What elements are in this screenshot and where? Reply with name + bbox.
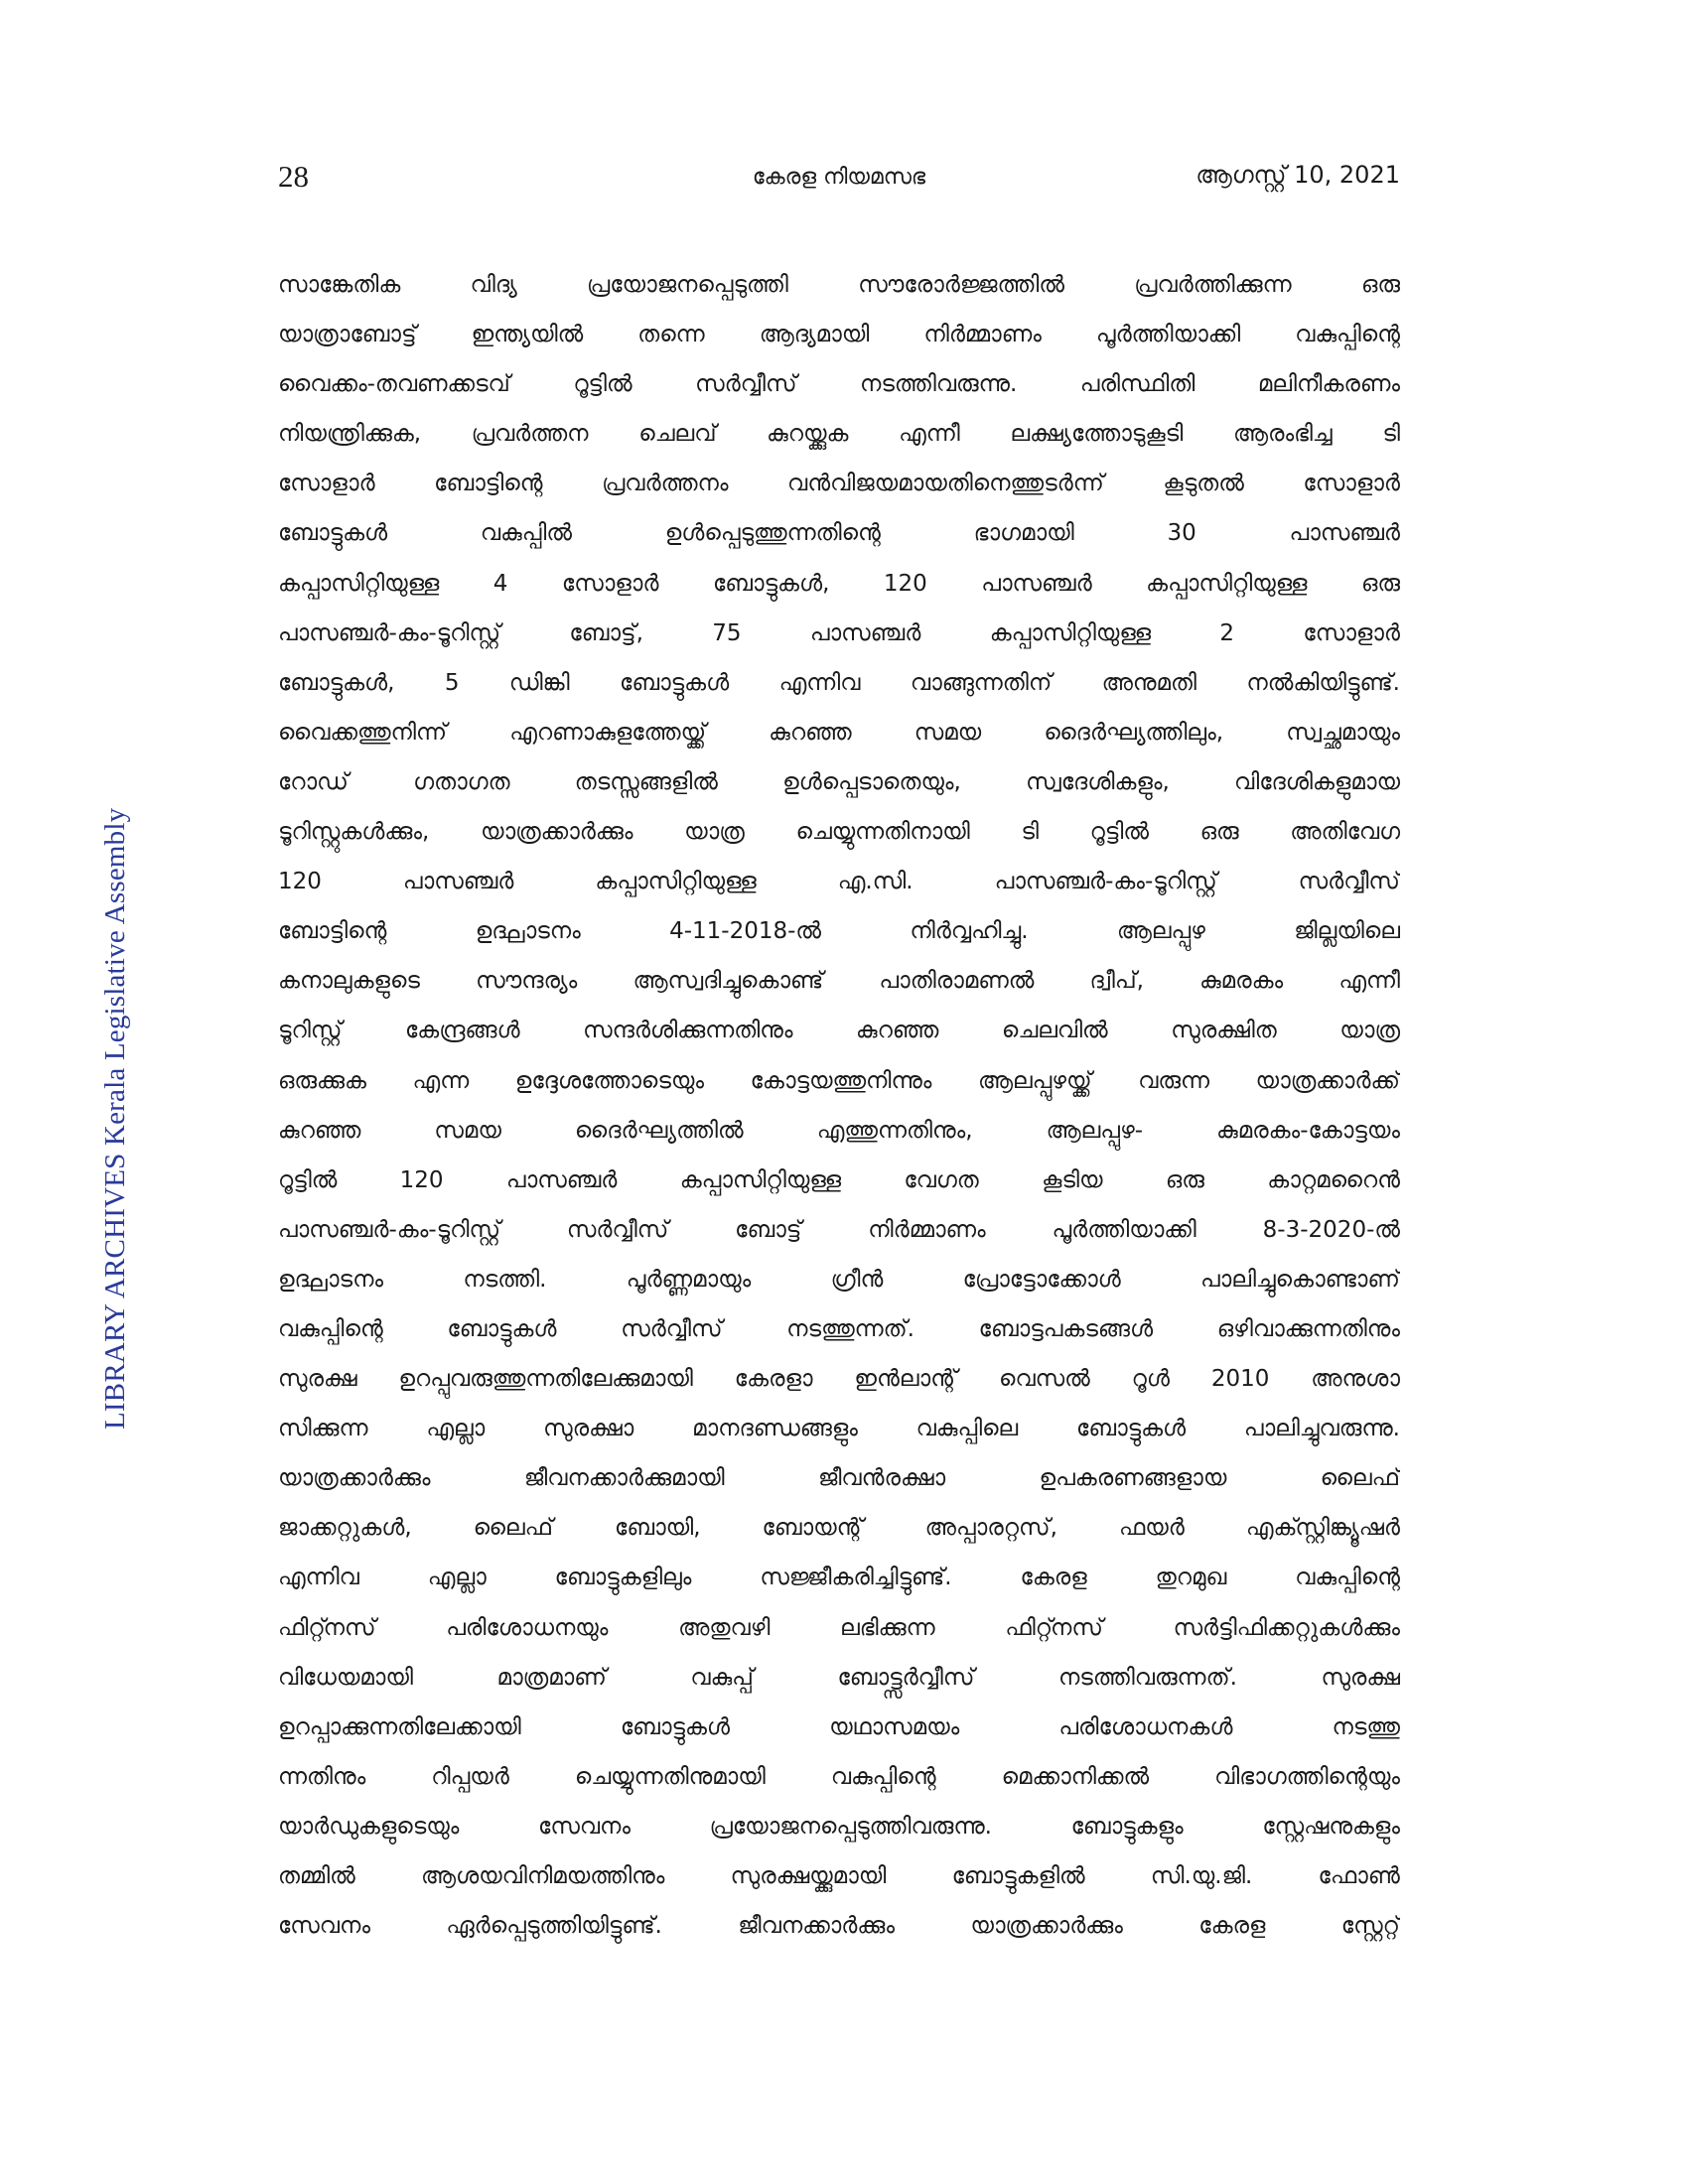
paragraph-line: വൈക്കം-തവണക്കടവ് റൂട്ടിൽ സർവ്വീസ് നടത്തിവരുന്നു. പരിസ്ഥിതി മലിനീകരണം	[278, 371, 1400, 398]
paragraph-line: സുരക്ഷ ഉറപ്പുവരുത്തുന്നതിലേക്കുമായി കേരളാ ഇൻലാന്റ് വെസൽ റൂൾ 2010 അനുശാ	[278, 1366, 1400, 1393]
paragraph-line: റൂട്ടിൽ 120 പാസഞ്ചർ കപ്പാസിറ്റിയുള്ള വേഗത കൂടിയ ഒരു കാറ്റമറൈൻ	[278, 1166, 1400, 1193]
paragraph-line: ഉദ്ഘാടനം നടത്തി. പൂർണ്ണമായും ഗ്രീൻ പ്രോട്ടോക്കോൾ പാലിച്ചുകൊണ്ടാണ്	[278, 1266, 1400, 1293]
paragraph-line: വിധേയമായി മാത്രമാണ് വകുപ്പ് ബോട്ട്സർവ്വീസ് നടത്തിവരുന്നത്. സുരക്ഷ	[278, 1664, 1400, 1691]
paragraph-line: ഉറപ്പാക്കുന്നതിലേക്കായി ബോട്ടുകൾ യഥാസമയം പരിശോധനകൾ നടത്തു	[278, 1713, 1400, 1740]
paragraph-line: എന്നിവ എല്ലാ ബോട്ടുകളിലും സജ്ജീകരിച്ചിട്ടുണ്ട്. കേരള തുറമുഖ വകുപ്പിന്റെ	[278, 1565, 1400, 1591]
archive-watermark: LIBRARY ARCHIVES Kerala Legislative Assembly	[99, 807, 131, 1430]
paragraph-line: സോളാർ ബോട്ടിന്റെ പ്രവർത്തനം വൻവിജയമായതിനെത്തുടർന്ന് കൂടുതൽ സോളാർ	[278, 471, 1400, 497]
running-title: കേരള നിയമസഭ	[752, 165, 926, 190]
body-text	[278, 260, 1400, 1951]
paragraph-line: ടൂറിസ്റ്റ് കേന്ദ്രങ്ങൾ സന്ദർശിക്കുന്നതിനും കുറഞ്ഞ ചെലവിൽ സുരക്ഷിത യാത്ര	[278, 1018, 1400, 1044]
paragraph-line: വൈക്കത്തുനിന്ന് എറണാകുളത്തേയ്ക്ക് കുറഞ്ഞ സമയ ദൈർഘ്യത്തിലും, സ്വച്ഛമായും	[278, 719, 1400, 746]
page-header	[278, 159, 1400, 206]
page-number: 28	[278, 159, 309, 194]
paragraph-line: സിക്കുന്ന എല്ലാ സുരക്ഷാ മാനദണ്ഡങ്ങളും വകുപ്പിലെ ബോട്ടുകൾ പാലിച്ചുവരുന്നു.	[278, 1416, 1400, 1442]
paragraph-line: കനാലുകളുടെ സൗന്ദര്യം ആസ്വദിച്ചുകൊണ്ട് പാതിരാമണൽ ദ്വീപ്, കുമരകം എന്നീ	[278, 968, 1400, 995]
paragraph-line: കുറഞ്ഞ സമയ ദൈർഘ്യത്തിൽ എത്തുന്നതിനും, ആലപ്പുഴ- കുമരകം-കോട്ടയം	[278, 1117, 1400, 1144]
paragraph-line: ന്നതിനും റിപ്പയർ ചെയ്യുന്നതിനുമായി വകുപ്പിന്റെ മെക്കാനിക്കൽ വിഭാഗത്തിന്റെയും	[278, 1763, 1400, 1790]
paragraph-line: ജാക്കറ്റുകൾ, ലൈഫ് ബോയി, ബോയന്റ് അപ്പാരറ്റസ്, ഫയർ എക്സ്റ്റിങ്ക്യൂഷർ	[278, 1515, 1400, 1542]
paragraph-line: വകുപ്പിന്റെ ബോട്ടുകൾ സർവ്വീസ് നടത്തുന്നത്. ബോട്ടപകടങ്ങൾ ഒഴിവാക്കുന്നതിനും	[278, 1315, 1400, 1342]
paragraph-line: സേവനം ഏർപ്പെടുത്തിയിട്ടുണ്ട്. ജീവനക്കാർക്കും യാത്രക്കാർക്കും കേരള സ്റ്റേറ്റ്	[278, 1913, 1400, 1940]
paragraph-line: ടൂറിസ്റ്റുകൾക്കും, യാത്രക്കാർക്കും യാത്ര ചെയ്യുന്നതിനായി ടി റൂട്ടിൽ ഒരു അതിവേഗ	[278, 819, 1400, 846]
paragraph-line: റോഡ് ഗതാഗത തടസ്സങ്ങളിൽ ഉൾപ്പെടാതെയും, സ്വദേശികളും, വിദേശികളുമായ	[278, 768, 1400, 795]
paragraph-line: യാത്രാബോട്ട് ഇന്ത്യയിൽ തന്നെ ആദ്യമായി നിർമ്മാണം പൂർത്തിയാക്കി വകുപ്പിന്റെ	[278, 322, 1400, 348]
paragraph-line: പാസഞ്ചർ-കം-ടൂറിസ്റ്റ് ബോട്ട്, 75 പാസഞ്ചർ കപ്പാസിറ്റിയുള്ള 2 സോളാർ	[278, 619, 1400, 646]
paragraph-line: ബോട്ടിന്റെ ഉദ്ഘാടനം 4-11-2018-ൽ നിർവ്വഹിച്ചു. ആലപ്പുഴ ജില്ലയിലെ	[278, 918, 1400, 945]
header-date: ആഗസ്റ്റ് 10, 2021	[1196, 161, 1400, 189]
paragraph-line: യാർഡുകളുടെയും സേവനം പ്രയോജനപ്പെടുത്തിവരുന്നു. ബോട്ടുകളും സ്റ്റേഷനുകളും	[278, 1813, 1400, 1840]
paragraph-line: ബോട്ടുകൾ, 5 ഡിങ്കി ബോട്ടുകൾ എന്നിവ വാങ്ങുന്നതിന് അനുമതി നൽകിയിട്ടുണ്ട്.	[278, 669, 1400, 696]
paragraph-line: 120 പാസഞ്ചർ കപ്പാസിറ്റിയുള്ള എ.സി. പാസഞ്ചർ-കം-ടൂറിസ്റ്റ് സർവ്വീസ്	[278, 869, 1400, 895]
paragraph-line: ഒരുക്കുക എന്ന ഉദ്ദേശത്തോടെയും കോട്ടയത്തുനിന്നും ആലപ്പുഴയ്ക്ക് വരുന്ന യാത്രക്കാർക്ക്	[278, 1067, 1400, 1094]
paragraph-line: ഫിറ്റ്നസ് പരിശോധനയും അതുവഴി ലഭിക്കുന്ന ഫിറ്റ്നസ് സർട്ടിഫിക്കറ്റുകൾക്കും	[278, 1614, 1400, 1641]
paragraph-line: യാത്രക്കാർക്കും ജീവനക്കാർക്കുമായി ജീവൻരക്ഷാ ഉപകരണങ്ങളായ ലൈഫ്	[278, 1465, 1400, 1492]
paragraph-line: നിയന്ത്രിക്കുക, പ്രവർത്തന ചെലവ് കുറയ്ക്കുക എന്നീ ലക്ഷ്യത്തോടുകൂടി ആരംഭിച്ച ടി	[278, 421, 1400, 448]
paragraph-line: കപ്പാസിറ്റിയുള്ള 4 സോളാർ ബോട്ടുകൾ, 120 പാസഞ്ചർ കപ്പാസിറ്റിയുള്ള ഒരു	[278, 570, 1400, 597]
paragraph-line: പാസഞ്ചർ-കം-ടൂറിസ്റ്റ് സർവ്വീസ് ബോട്ട് നിർമ്മാണം പൂർത്തിയാക്കി 8-3-2020-ൽ	[278, 1216, 1400, 1243]
paragraph-line: തമ്മിൽ ആശയവിനിമയത്തിനും സുരക്ഷയ്ക്കുമായി ബോട്ടുകളിൽ സി.യു.ജി. ഫോൺ	[278, 1863, 1400, 1889]
paragraph-line: സാങ്കേതിക വിദ്യ പ്രയോജനപ്പെടുത്തി സൗരോർജ്ജത്തിൽ പ്രവർത്തിക്കുന്ന ഒരു	[278, 272, 1400, 298]
paragraph-line: ബോട്ടുകൾ വകുപ്പിൽ ഉൾപ്പെടുത്തുന്നതിന്റെ ഭാഗമായി 30 പാസഞ്ചർ	[278, 520, 1400, 547]
